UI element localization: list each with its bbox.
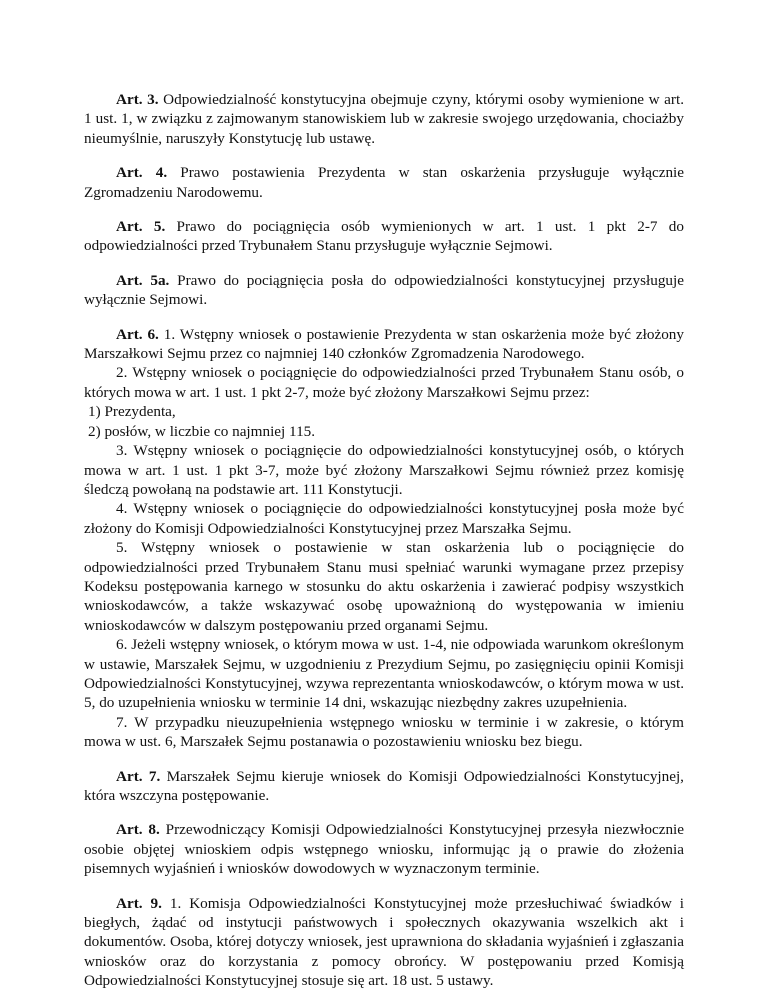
list-item: 1) Prezydenta, [88, 403, 176, 421]
article-3 [84, 90, 684, 148]
article-label: Art. 9. [116, 894, 162, 912]
article-label: Art. 7. [116, 767, 161, 785]
paragraph: 4. Wstępny wniosek o pociągnięcie do odpowiedzialności konstytucyjnej posła może być złożony do Komisji Odpowiedzialności Konstytucyjnej przez Marszałka Sejmu. [84, 500, 684, 537]
article-7 [84, 767, 684, 806]
article-text: Marszałek Sejmu kieruje wniosek do Komisji Odpowiedzialności Konstytucyjnej, która wszczyna postępowanie. [84, 767, 684, 804]
article-9 [84, 894, 684, 991]
document-page [84, 90, 684, 1006]
article-text: Odpowiedzialność konstytucyjna obejmuje czyny, którymi osoby wymienione w art. 1 ust. 1, w związku z zajmowanym stanowiskiem lub w zakresie swojego urzędowania, chociażby nieumyślnie, naruszyły Konstytucję lub ustawę. [84, 91, 684, 147]
paragraph: 5. Wstępny wniosek o postawienie w stan oskarżenia lub o pociągnięcie do odpowiedzialności przed Trybunałem Stanu musi spełniać warunki wymagane przez przepisy Kodeksu postępowania karnego w stosunku do aktu oskarżenia i zawierać podpisy wszystkich wnioskodawców, a także wskazywać osobę upoważnioną do występowania w imieniu wnioskodawców w dalszym postępowaniu przed organami Sejmu. [84, 539, 684, 634]
article-4 [84, 163, 684, 202]
article-label: Art. 8. [116, 821, 160, 839]
article-5a [84, 271, 684, 310]
article-label: Art. 5a. [116, 271, 170, 289]
article-text: Prawo do pociągnięcia posła do odpowiedzialności konstytucyjnej przysługuje wyłącznie Sejmowi. [84, 271, 684, 309]
list-item: 2) posłów, w liczbie co najmniej 115. [88, 422, 316, 440]
paragraph: 3. Wstępny wniosek o pociągnięcie do odpowiedzialności konstytucyjnej osób, o których mowa w art. 1 ust. 1 pkt 3-7, może być złożony Marszałkowi Sejmu również przez komisję śledczą powołaną na podstawie art. 111 Konstytucji. [84, 442, 684, 498]
article-5 [84, 217, 684, 256]
article-6 [84, 325, 684, 752]
article-text: 1. Komisja Odpowiedzialności Konstytucyjnej może przesłuchiwać świadków i biegłych, żądać od instytucji państwowych i społecznych okazywania wszelkich akt i dokumentów. Osoba, której dotyczy wniosek, jest uprawniona do składania wyjaśnień i zgłaszania wniosków oraz do korzystania z pomocy obrońcy. W postępowaniu przed Komisją Odpowiedzialności Konstytucyjnej stosuje się art. 18 ust. 5 ustawy. [84, 894, 684, 990]
article-label: Art. 3. [116, 91, 159, 108]
article-text: Przewodniczący Komisji Odpowiedzialności Konstytucyjnej przesyła niezwłocznie osobie objętej wnioskiem odpis wstępnego wniosku, informując ją o prawie do złożenia pisemnych wyjaśnień i wniosków dowodowych w wyznaczonym terminie. [84, 821, 685, 878]
paragraph: 2. Wstępny wniosek o pociągnięcie do odpowiedzialności przed Trybunałem Stanu osób, o których mowa w art. 1 ust. 1 pkt 2-7, może być złożony Marszałkowi Sejmu przez: [84, 364, 684, 401]
paragraph: 6. Jeżeli wstępny wniosek, o którym mowa w ust. 1-4, nie odpowiada warunkom określonym w ustawie, Marszałek Sejmu, w uzgodnieniu z Prezydium Sejmu, po zasięgnięciu opinii Komisji Odpowiedzialności Konstytucyjnej, wzywa reprezentanta wnioskodawców, o którym mowa w ust. 5, do uzupełnienia wniosku w terminie 14 dni, wskazując niezbędny zakres uzupełnienia. [84, 636, 684, 712]
article-text: 1. Wstępny wniosek o postawienie Prezydenta w stan oskarżenia może być złożony Marszałkowi Sejmu przez co najmniej 140 członków Zgromadzenia Narodowego. [84, 325, 684, 363]
paragraph: 7. W przypadku nieuzupełnienia wstępnego wniosku w terminie i w zakresie, o którym mowa w ust. 6, Marszałek Sejmu postanawia o pozostawieniu wniosku bez biegu. [84, 713, 684, 751]
article-label: Art. 6. [116, 325, 159, 343]
article-label: Art. 5. [116, 218, 166, 236]
article-text: Prawo do pociągnięcia osób wymienionych w art. 1 ust. 1 pkt 2-7 do odpowiedzialności przed Trybunałem Stanu przysługuje wyłącznie Sejmowi. [84, 218, 684, 255]
article-8 [84, 820, 684, 878]
article-text: Prawo postawienia Prezydenta w stan oskarżenia przysługuje wyłącznie Zgromadzeniu Narodowemu. [84, 164, 685, 201]
article-label: Art. 4. [116, 164, 168, 182]
